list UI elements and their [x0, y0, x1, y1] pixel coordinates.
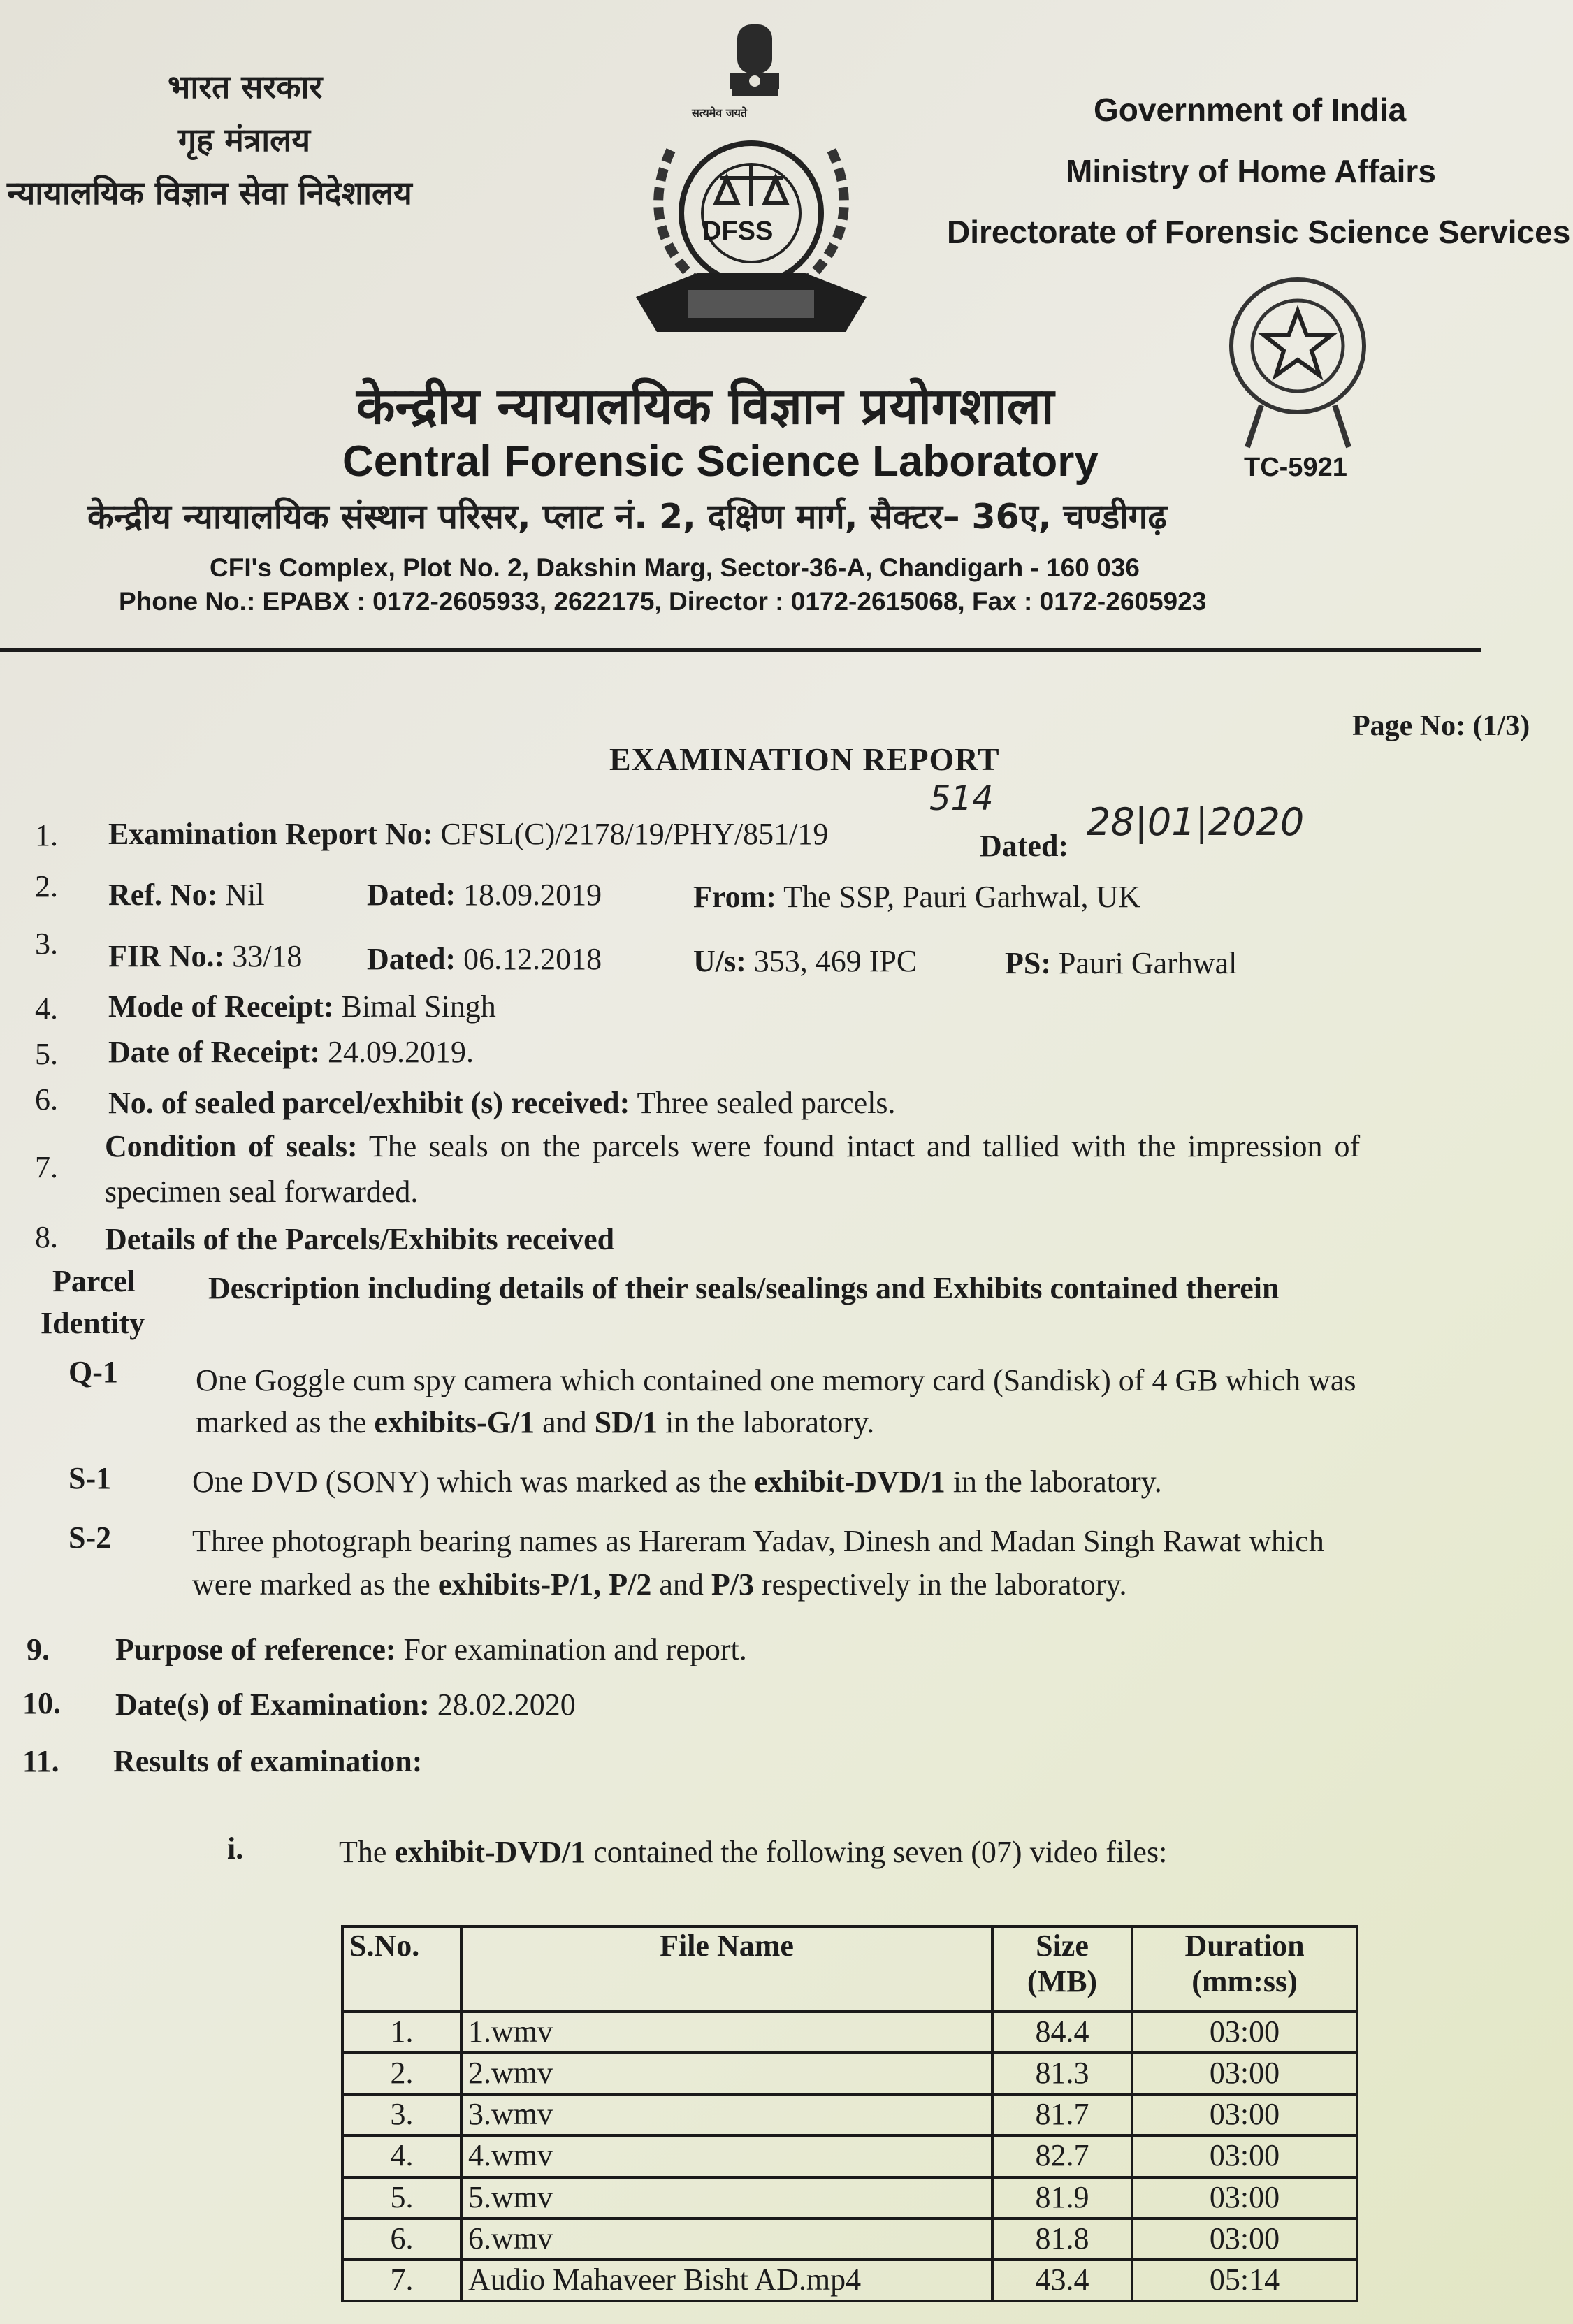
text-fragment: contained the following seven (07) video files:	[586, 1835, 1168, 1869]
cell-file-name: 4.wmv	[461, 2135, 992, 2177]
table-row	[342, 2135, 1357, 2177]
item-number: 7.	[35, 1150, 58, 1184]
header-english-line-2: Ministry of Home Affairs	[1066, 153, 1436, 189]
section-row	[693, 943, 917, 979]
from-value: The SSP, Pauri Garhwal, UK	[783, 880, 1140, 914]
cell-file-name: 6.wmv	[461, 2218, 992, 2260]
parcel-q1-line-1: One Goggle cum spy camera which contained one memory card (Sandisk) of 4 GB which was	[196, 1363, 1356, 1397]
text-fragment: respectively in the laboratory.	[754, 1567, 1127, 1602]
item-number: 11.	[22, 1744, 59, 1778]
dfss-logo-text: DFSS	[702, 217, 774, 246]
cell-sno: 5.	[342, 2177, 461, 2218]
cell-size: 81.9	[992, 2177, 1132, 2218]
cell-sno: 6.	[342, 2218, 461, 2260]
cell-sno: 4.	[342, 2135, 461, 2177]
parcel-identity-header-line-2: Identity	[41, 1306, 145, 1340]
handwritten-report-date: 28|01|2020	[1087, 800, 1305, 844]
parcel-id: Q-1	[68, 1355, 118, 1389]
item-number: 3.	[35, 927, 58, 961]
phone-numbers: Phone No.: EPABX : 0172-2605933, 2622175, Director : 0172-2615068, Fax : 0172-2605923	[119, 587, 1207, 616]
report-number-row	[108, 816, 828, 852]
description-header: Description including details of their seals/sealings and Exhibits contained therein	[208, 1271, 1280, 1305]
section-value: 353, 469 IPC	[753, 944, 918, 978]
item-number: 9.	[27, 1632, 50, 1666]
column-header-file-name: File Name	[461, 1926, 992, 2012]
cell-sno: 7.	[342, 2260, 461, 2301]
cell-size: 84.4	[992, 2012, 1132, 2053]
report-dated-label: Dated:	[980, 829, 1069, 863]
seals-value-line-1: The seals on the parcels were found intact and tallied with the impression of	[368, 1129, 1361, 1163]
purpose-value: For examination and report.	[403, 1632, 747, 1666]
exhibit-ref: P/3	[711, 1567, 755, 1602]
item-number: 1.	[35, 818, 58, 852]
cell-size: 81.8	[992, 2218, 1132, 2260]
cell-duration: 03:00	[1132, 2135, 1357, 2177]
header-divider	[0, 648, 1481, 652]
text-fragment: in the laboratory.	[945, 1465, 1162, 1499]
text-fragment: marked as the	[196, 1405, 375, 1439]
parcel-id: S-2	[68, 1520, 112, 1555]
police-station-value: Pauri Garhwal	[1059, 946, 1238, 980]
ref-dated-label: Dated:	[367, 878, 456, 912]
cell-size: 82.7	[992, 2135, 1132, 2177]
header-hindi-line-1: भारत सरकार	[168, 68, 323, 106]
table-row	[342, 2094, 1357, 2135]
cell-duration: 05:14	[1132, 2260, 1357, 2301]
mode-value: Bimal Singh	[341, 989, 496, 1024]
column-header-sno: S.No.	[342, 1926, 461, 2012]
text-fragment: and	[651, 1567, 711, 1602]
seals-label: Condition of seals:	[105, 1129, 358, 1163]
report-title: EXAMINATION REPORT	[609, 741, 1000, 777]
item-number: 6.	[35, 1082, 58, 1117]
fir-dated-row	[367, 941, 602, 977]
video-files-table	[341, 1925, 1358, 2302]
parcel-identity-header-line-1: Parcel	[52, 1264, 136, 1298]
item-number: 5.	[35, 1037, 58, 1071]
cell-size: 81.7	[992, 2094, 1132, 2135]
cell-file-name: 3.wmv	[461, 2094, 992, 2135]
lab-name-english: Central Forensic Science Laboratory	[342, 437, 1099, 486]
details-label: Details of the Parcels/Exhibits received	[105, 1222, 615, 1256]
fir-row	[108, 938, 302, 974]
cell-file-name: 2.wmv	[461, 2053, 992, 2094]
parcel-s1-line-1	[192, 1464, 1162, 1499]
header-hindi-line-3: न्यायालयिक विज्ञान सेवा निदेशालय	[7, 174, 412, 212]
ref-row	[108, 877, 265, 913]
mode-row	[108, 989, 496, 1024]
from-label: From:	[693, 880, 776, 914]
police-station-label: PS:	[1005, 946, 1051, 980]
item-number: 4.	[35, 992, 58, 1026]
from-row	[693, 879, 1140, 915]
table-row	[342, 2218, 1357, 2260]
seals-row	[105, 1128, 1360, 1164]
cell-sno: 1.	[342, 2012, 461, 2053]
header-english-line-1: Government of India	[1094, 92, 1407, 128]
exhibit-ref: exhibits-P/1, P/2	[437, 1567, 652, 1602]
purpose-label: Purpose of reference:	[115, 1632, 396, 1666]
cell-size: 81.3	[992, 2053, 1132, 2094]
address-hindi: केन्द्रीय न्यायालयिक संस्थान परिसर, प्लाट नं. 2, दक्षिण मार्ग, सैक्टर– 36ए, चण्डीगढ़	[87, 497, 1167, 537]
fir-dated-value: 06.12.2018	[463, 942, 602, 976]
exhibit-ref: SD/1	[594, 1405, 658, 1439]
fir-value: 33/18	[232, 939, 303, 973]
parcel-s2-line-1: Three photograph bearing names as Hareram Yadav, Dinesh and Madan Singh Rawat which	[192, 1524, 1324, 1558]
parcel-q1-line-2	[196, 1404, 874, 1440]
address-english: CFI's Complex, Plot No. 2, Dakshin Marg, Sector-36-A, Chandigarh - 160 036	[210, 553, 1140, 582]
text-fragment: in the laboratory.	[658, 1405, 875, 1439]
receipt-date-label: Date of Receipt:	[108, 1035, 320, 1069]
handwritten-report-suffix: 514	[929, 779, 994, 818]
receipt-date-value: 24.09.2019.	[327, 1035, 474, 1069]
cell-duration: 03:00	[1132, 2094, 1357, 2135]
cell-sno: 2.	[342, 2053, 461, 2094]
fir-label: FIR No.:	[108, 939, 225, 973]
table-row	[342, 2177, 1357, 2218]
parcels-value: Three sealed parcels.	[637, 1086, 896, 1120]
ref-dated-row	[367, 877, 602, 913]
cell-size: 43.4	[992, 2260, 1132, 2301]
result-roman-numeral: i.	[227, 1831, 244, 1866]
exam-date-row	[115, 1687, 576, 1722]
ref-dated-value: 18.09.2019	[463, 878, 602, 912]
table-row	[342, 2012, 1357, 2053]
table-row	[342, 2260, 1357, 2301]
cell-file-name: 5.wmv	[461, 2177, 992, 2218]
cell-duration: 03:00	[1132, 2177, 1357, 2218]
report-number-label: Examination Report No:	[108, 817, 433, 851]
police-station-row	[1005, 945, 1237, 981]
exhibit-ref: exhibits-G/1	[374, 1405, 535, 1439]
text-fragment: and	[535, 1405, 595, 1439]
cell-duration: 03:00	[1132, 2053, 1357, 2094]
parcel-s2-line-2	[192, 1567, 1127, 1602]
column-header-size: Size (MB)	[992, 1926, 1132, 2012]
seals-value-line-2: specimen seal forwarded.	[105, 1175, 419, 1209]
purpose-row	[115, 1632, 747, 1667]
report-number-value: CFSL(C)/2178/19/PHY/851/19	[440, 817, 829, 851]
item-number: 8.	[35, 1220, 58, 1254]
page-number: Page No: (1/3)	[1352, 710, 1530, 742]
parcels-label: No. of sealed parcel/exhibit (s) received:	[108, 1086, 630, 1120]
parcel-id: S-1	[68, 1461, 112, 1495]
text-fragment: were marked as the	[192, 1567, 438, 1602]
receipt-date-row	[108, 1034, 474, 1070]
exhibit-ref: exhibit-DVD/1	[754, 1465, 945, 1499]
header-hindi-line-2: गृह मंत्रालय	[178, 121, 311, 159]
column-header-duration: Duration (mm:ss)	[1132, 1926, 1357, 2012]
ref-value: Nil	[225, 878, 265, 912]
mode-label: Mode of Receipt:	[108, 989, 334, 1024]
accreditation-code: TC-5921	[1244, 453, 1347, 482]
exhibit-ref: exhibit-DVD/1	[394, 1835, 586, 1869]
fir-dated-label: Dated:	[367, 942, 456, 976]
section-label: U/s:	[693, 944, 746, 978]
item-number: 2.	[35, 869, 58, 903]
cell-sno: 3.	[342, 2094, 461, 2135]
result-i-text	[339, 1834, 1167, 1870]
cell-file-name: 1.wmv	[461, 2012, 992, 2053]
text-fragment: One DVD (SONY) which was marked as the	[192, 1465, 755, 1499]
results-label: Results of examination:	[113, 1744, 423, 1778]
accreditation-seal-icon	[1219, 273, 1377, 454]
item-number: 10.	[22, 1686, 61, 1720]
ref-label: Ref. No:	[108, 878, 218, 912]
parcels-row	[108, 1085, 896, 1121]
table-row	[342, 2053, 1357, 2094]
header-english-line-3: Directorate of Forensic Science Services	[947, 214, 1571, 250]
table-header-row	[342, 1926, 1357, 2012]
exam-date-value: 28.02.2020	[437, 1687, 576, 1722]
cell-file-name: Audio Mahaveer Bisht AD.mp4	[461, 2260, 992, 2301]
cell-duration: 03:00	[1132, 2012, 1357, 2053]
cell-duration: 03:00	[1132, 2218, 1357, 2260]
exam-date-label: Date(s) of Examination:	[115, 1687, 430, 1722]
emblem-caption: सत्यमेव जयते	[692, 106, 748, 119]
lab-name-hindi: केन्द्रीय न्यायालयिक विज्ञान प्रयोगशाला	[356, 377, 1054, 435]
text-fragment: The	[339, 1835, 395, 1869]
